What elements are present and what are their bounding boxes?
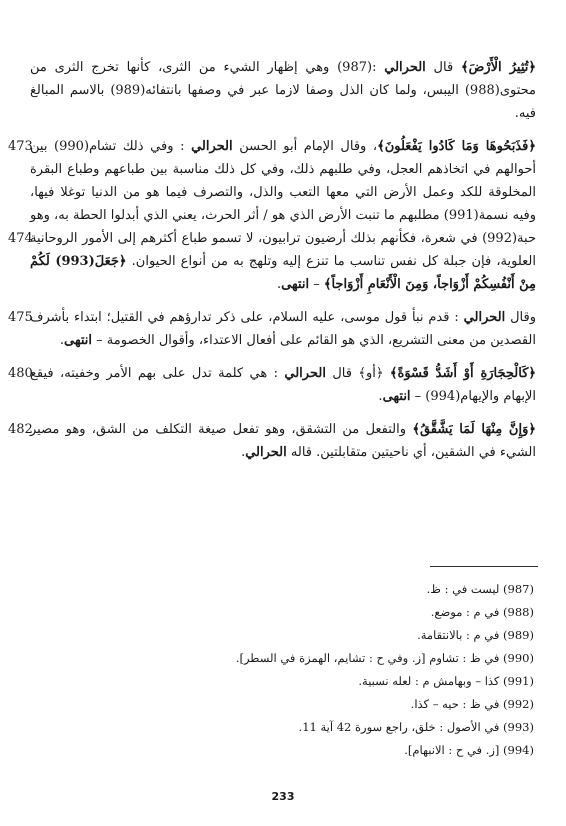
verse-number: 474 bbox=[8, 231, 33, 246]
bold-name: انتهى bbox=[382, 389, 411, 404]
page-number: 233 bbox=[271, 790, 295, 803]
quran-quote: ﴿جَعَلَ(993) لَكُمْ مِنْ أَنْفُسِكُمْ أَزْوَاجاً، وَمِنَ الْأَنْعَامِ أَزْوَاجاً﴾ bbox=[30, 254, 536, 292]
text-run: : قدم نبأ قول موسى، عليه السلام، على ذكر تدارؤهم في القتيل؛ ابتداء بأشرف القصدين من معنى التشريع، الذي هو القائم على أفعال الاعتداء، وأقوال الخصومة – bbox=[30, 310, 536, 348]
text-run: . bbox=[276, 277, 282, 292]
paragraph-480 bbox=[8, 362, 537, 408]
verse-number: 473 bbox=[8, 139, 33, 154]
text-run: ﴿أو﴾ قال bbox=[325, 366, 390, 381]
footnote: (989) في م : بالانتقامة. bbox=[417, 628, 534, 642]
footnote: (994) [ز. في ح : الانبهام]. bbox=[404, 743, 534, 757]
bold-name: الحرالي bbox=[191, 139, 233, 154]
bold-name: انتهى bbox=[281, 277, 310, 292]
verse-number: 475 bbox=[8, 310, 33, 325]
footnote: (990) في ظ : تشاوم [ز. وفي ح : تشايم، الهمزة في السطر]. bbox=[235, 651, 534, 665]
footnote: (992) في ظ : حيه – كذا. bbox=[410, 697, 534, 711]
quran-quote: ﴿كَالْحِجَارَةِ أَوْ أَشَدُّ قَسْوَةً﴾ bbox=[389, 366, 537, 381]
verse-number: 480 bbox=[8, 366, 33, 381]
footnotes bbox=[94, 578, 534, 762]
paragraph-475 bbox=[8, 306, 536, 352]
footnote: (988) في م : موضع. bbox=[430, 605, 534, 619]
footnote-separator bbox=[430, 566, 538, 567]
text-run: . bbox=[241, 445, 246, 460]
paragraph-482 bbox=[8, 418, 536, 464]
text-run: قال bbox=[425, 60, 461, 75]
quran-quote: ﴿وَإِنَّ مِنْهَا لَمَا يَشَّقَّقُ﴾ bbox=[412, 422, 536, 437]
footnote: (993) في الأصول : خلق، راجع سورة 42 آية 11. bbox=[298, 720, 534, 734]
text-run: وقال bbox=[505, 310, 536, 325]
text-run: . bbox=[59, 333, 65, 348]
bold-name: انتهى bbox=[64, 333, 93, 348]
quran-quote: ﴿تُثِيرُ الْأَرْضَ﴾ bbox=[460, 60, 537, 75]
quran-quote: ﴿فَذَبَحُوهَا وَمَا كَادُوا يَفْعَلُونَ﴾ bbox=[377, 139, 536, 154]
text-run: : هي كلمة تدل على بهم الأمر وخفيته، فيقع الإبهام والإيهام(994) – bbox=[30, 366, 536, 404]
verse-number: 482 bbox=[8, 422, 33, 437]
text-run: ، وقال الإمام أبو الحسن bbox=[232, 139, 378, 154]
footnote: (987) ليست في : ظ. bbox=[426, 582, 534, 596]
paragraph-473 bbox=[8, 135, 536, 296]
bold-name: الحرالي bbox=[384, 60, 426, 75]
text-run: والتفعل من التشقق، وهو تفعل صيغة التكلف من الشق، وهو مصير الشيء في الشقين، أي ناحيتين متقابلتين. قاله bbox=[30, 422, 536, 460]
bold-name: الحرالي bbox=[245, 445, 287, 460]
text-run: : وفي ذلك تشام(990) بين أحوالهم في اتخاذهم العجل، وفي طلبهم ذلك، وفي كل ذلك مناسبة بين طباعهم وطباع البقرة المخلوقة للكد وعمل الأرض التي معها التعب والذل، والتصرف فيما هو من الدنيا توغلا فيها، وفيه نسمة(991) مطلبهم ما تنبت الأرض الذي هو / أثر الحرث، يعني الذي أبدلوا الحطة به، وهو حبة(992) في شعرة، فكأنهم بذلك أرضيون ترابيون، لا تسمو طباع أكثرهم إلى الأمور الروحانية العلوية، فإن جبلة كل نفس تناسب ما تنزع إليه وتلهج به من أنواع الحيوان. bbox=[30, 139, 536, 269]
paragraph-intro bbox=[30, 56, 536, 125]
footnote: (991) كذا – وبهامش م : لعله نسبية. bbox=[358, 674, 534, 688]
text-run: – bbox=[309, 277, 324, 292]
bold-name: الحرالي bbox=[463, 310, 506, 325]
text-run: . bbox=[378, 389, 383, 404]
bold-name: الحرالي bbox=[284, 366, 326, 381]
text-run: :(987) وهي إظهار الشيء من الثرى، كأنها تخرج الثرى من محتوى(988) اليبس، ولما كان الذل وصفا لازما عبر في وصفها بانتفائه(989) بالاسم المبالغ فيه. bbox=[30, 60, 536, 121]
